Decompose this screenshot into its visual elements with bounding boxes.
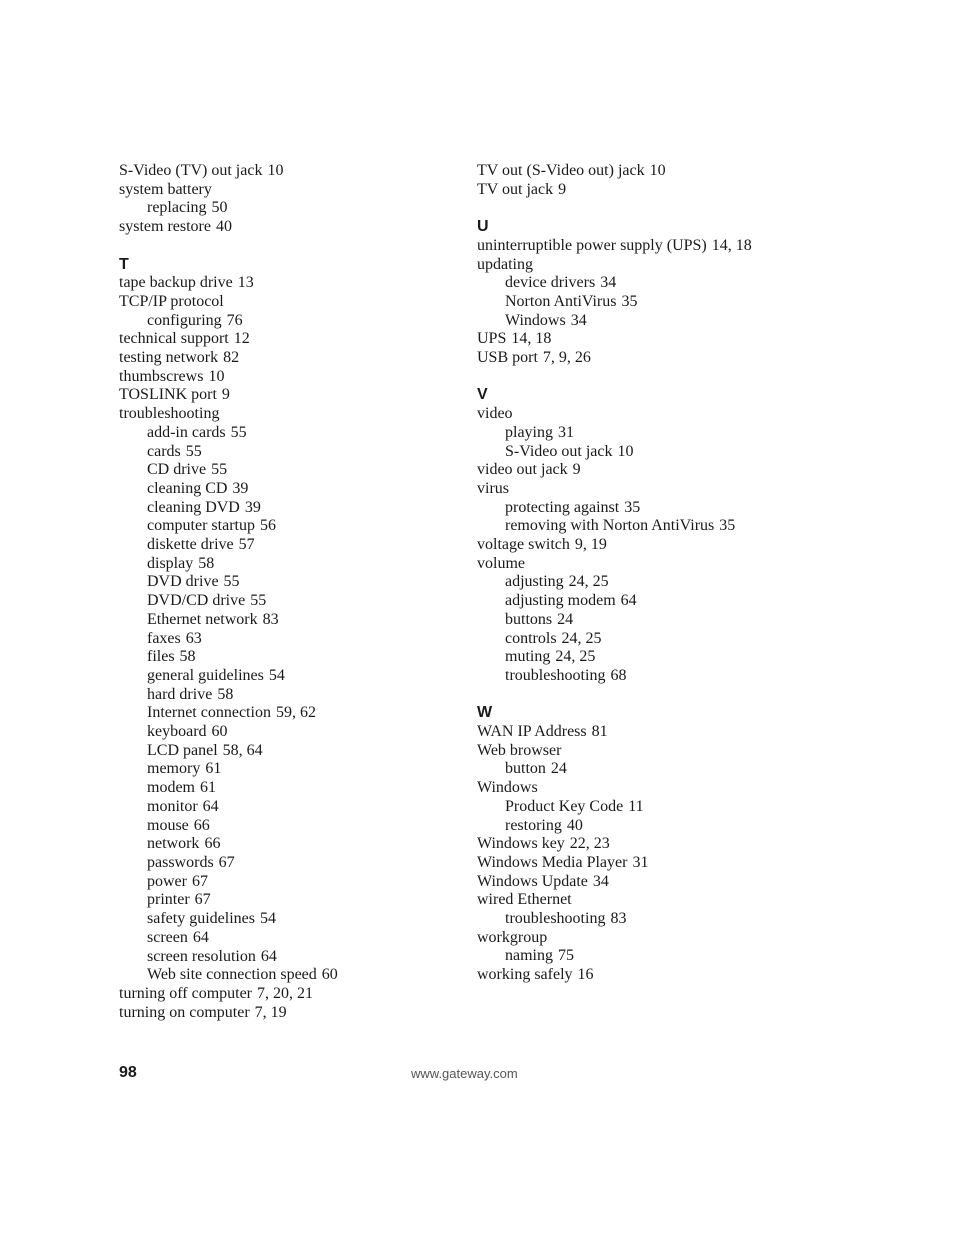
index-letter-heading: U [477, 218, 489, 236]
index-page-ref: 10 [208, 367, 225, 385]
index-term: CD drive [147, 461, 207, 479]
index-term: turning off computer [119, 984, 253, 1002]
index-subentry [477, 274, 897, 293]
index-entry [477, 873, 897, 892]
index-subentry [477, 293, 897, 312]
index-term: WAN IP Address [477, 723, 587, 741]
index-entry [477, 162, 897, 181]
index-page-ref: 60 [321, 966, 338, 984]
index-page-ref: 40 [566, 816, 583, 834]
index-term: screen resolution [147, 947, 256, 965]
index-term: S-Video out jack [505, 442, 613, 460]
index-page-ref: 50 [211, 199, 228, 217]
index-page-ref: 55 [211, 461, 228, 479]
index-page-ref: 56 [259, 517, 276, 535]
index-subentry [119, 199, 459, 218]
index-column-right [477, 162, 897, 985]
index-page-ref: 76 [226, 311, 243, 329]
index-entry [119, 181, 459, 200]
index-subentry [119, 966, 459, 985]
index-page-ref: 61 [205, 760, 222, 778]
index-subentry [119, 817, 459, 836]
index-page-ref: 61 [200, 779, 216, 797]
index-term: video out jack [477, 461, 568, 479]
index-subentry [119, 910, 459, 929]
index-term: S-Video (TV) out jack [119, 162, 263, 179]
index-subentry [119, 630, 459, 649]
index-entry [477, 461, 897, 480]
index-letter-heading: W [477, 704, 493, 722]
index-term: modem [147, 779, 195, 797]
index-term: protecting against [505, 498, 620, 516]
index-term: LCD panel [147, 741, 218, 759]
index-subentry [119, 929, 459, 948]
index-subentry [477, 798, 897, 817]
index-term: adjusting [505, 573, 564, 591]
index-term: tape backup drive [119, 274, 233, 292]
index-subentry [477, 760, 897, 779]
index-page-ref: 67 [191, 872, 208, 890]
index-term: Windows Update [477, 872, 588, 890]
index-subentry [119, 891, 459, 910]
index-entry [477, 891, 897, 910]
index-term: muting [505, 648, 551, 666]
index-entry [477, 723, 897, 742]
index-term: TV out (S-Video out) jack [477, 162, 645, 179]
index-entry [477, 405, 897, 424]
index-entry [477, 330, 897, 349]
index-subentry [119, 443, 459, 462]
index-term: Internet connection [147, 704, 271, 722]
index-entry [477, 854, 897, 873]
index-page-ref: 55 [230, 423, 247, 441]
index-entry [477, 349, 897, 368]
index-term: TCP/IP protocol [119, 292, 224, 310]
index-term: network [147, 835, 200, 853]
index-subentry [477, 630, 897, 649]
index-term: UPS [477, 330, 507, 348]
index-entry [119, 368, 459, 387]
index-term: testing network [119, 349, 219, 367]
index-subentry [477, 443, 897, 462]
index-page-ref: 54 [268, 666, 285, 684]
index-entry [119, 330, 459, 349]
index-term: cards [147, 442, 181, 460]
index-page-ref: 54 [259, 910, 276, 928]
index-term: device drivers [505, 274, 596, 292]
index-subentry [119, 779, 459, 798]
index-subentry [119, 424, 459, 443]
index-entry [477, 555, 897, 574]
index-subentry [119, 499, 459, 518]
index-subentry [119, 555, 459, 574]
index-term: Ethernet network [147, 610, 258, 628]
index-page-ref: 64 [260, 947, 277, 965]
index-page-ref: 67 [218, 854, 235, 871]
index-page-ref: 40 [215, 218, 232, 236]
index-subentry [477, 648, 897, 667]
index-term: playing [505, 423, 553, 441]
index-term: USB port [477, 349, 538, 367]
index-term: controls [505, 629, 557, 647]
index-term: faxes [147, 629, 181, 647]
index-entry [477, 779, 897, 798]
index-term: technical support [119, 330, 229, 348]
index-page-ref: 60 [211, 723, 228, 741]
index-page-ref: 83 [262, 610, 279, 628]
index-page-ref: 9 [572, 461, 581, 479]
index-subentry [477, 667, 897, 686]
index-term: passwords [147, 854, 214, 871]
index-page-ref: 34 [600, 274, 617, 292]
index-term: Windows [505, 311, 566, 329]
index-page-ref: 35 [719, 517, 736, 535]
index-subentry [477, 424, 897, 443]
index-term: printer [147, 891, 190, 909]
index-entry [119, 1004, 459, 1023]
index-page-ref: 14, 18 [511, 330, 552, 348]
index-term: naming [505, 947, 553, 965]
index-term: adjusting modem [505, 592, 616, 610]
index-page-ref: 55 [185, 442, 202, 460]
index-term: screen [147, 928, 188, 946]
index-term: memory [147, 760, 201, 778]
index-term: virus [477, 479, 509, 497]
index-term: configuring [147, 311, 222, 329]
index-entry [477, 480, 897, 499]
index-term: hard drive [147, 685, 213, 703]
index-column-left [119, 162, 459, 1022]
index-entry [119, 405, 459, 424]
index-term: general guidelines [147, 666, 264, 684]
index-term: computer startup [147, 517, 255, 535]
index-entry [477, 237, 897, 256]
index-term: system battery [119, 180, 212, 198]
index-term: keyboard [147, 723, 207, 741]
index-subentry [477, 592, 897, 611]
index-term: monitor [147, 797, 198, 815]
index-term: power [147, 872, 187, 890]
index-term: wired Ethernet [477, 891, 572, 909]
index-term: removing with Norton AntiVirus [505, 517, 715, 535]
index-page-ref: 24, 25 [568, 573, 609, 591]
index-page-ref: 7, 9, 26 [542, 349, 591, 367]
index-page-ref: 7, 19 [254, 1003, 287, 1021]
index-page-ref: 16 [577, 966, 594, 984]
index-entry [477, 929, 897, 948]
index-page-ref: 10 [267, 162, 284, 179]
index-subentry [119, 461, 459, 480]
index-page-ref: 10 [617, 442, 634, 460]
index-term: troubleshooting [505, 910, 606, 928]
index-subentry [477, 910, 897, 929]
index-term: Windows key [477, 835, 565, 853]
index-page-ref: 59, 62 [275, 704, 316, 722]
index-page-ref: 63 [185, 629, 202, 647]
index-term: working safely [477, 966, 573, 984]
index-term: display [147, 554, 194, 572]
index-page-ref: 81 [591, 723, 608, 741]
index-page-ref: 24 [550, 760, 567, 778]
index-entry [477, 835, 897, 854]
index-subentry [119, 873, 459, 892]
index-term: turning on computer [119, 1003, 250, 1021]
index-subentry [477, 573, 897, 592]
index-term: troubleshooting [119, 405, 220, 423]
index-term: Norton AntiVirus [505, 292, 617, 310]
index-subentry [477, 611, 897, 630]
index-term: safety guidelines [147, 910, 255, 928]
index-entry [477, 742, 897, 761]
index-subentry [119, 948, 459, 967]
index-page-ref: 68 [610, 666, 627, 684]
index-page-ref: 58 [179, 648, 196, 666]
index-page-ref: 39 [244, 498, 261, 516]
index-term: cleaning DVD [147, 498, 240, 516]
index-term: replacing [147, 199, 207, 217]
index-page-ref: 64 [620, 592, 637, 610]
index-term: add-in cards [147, 423, 226, 441]
index-term: voltage switch [477, 536, 570, 554]
index-page-ref: 9 [558, 180, 567, 198]
index-term: troubleshooting [505, 666, 606, 684]
index-subentry [119, 611, 459, 630]
index-subentry [477, 947, 897, 966]
index-page-ref: 66 [193, 816, 210, 834]
index-subentry [119, 760, 459, 779]
index-subentry [119, 312, 459, 331]
index-term: diskette drive [147, 536, 234, 554]
index-subentry [119, 835, 459, 854]
index-page-ref: 9, 19 [574, 536, 607, 554]
index-entry [119, 985, 459, 1004]
index-page-ref: 34 [570, 311, 587, 329]
index-term: updating [477, 255, 533, 273]
index-term: volume [477, 554, 525, 572]
index-entry [119, 274, 459, 293]
footer-url: www.gateway.com [411, 1066, 518, 1081]
index-page-ref: 58 [198, 554, 215, 572]
index-subentry [119, 854, 459, 873]
index-page-ref: 24, 25 [561, 629, 602, 647]
index-subentry [477, 499, 897, 518]
index-page-ref: 39 [232, 479, 249, 497]
index-page-ref: 24, 25 [555, 648, 596, 666]
index-page-ref: 58, 64 [222, 741, 263, 759]
index-term: button [505, 760, 546, 778]
index-page-ref: 67 [194, 891, 211, 909]
index-page-ref: 31 [632, 853, 649, 871]
index-subentry [119, 742, 459, 761]
index-page-ref: 7, 20, 21 [257, 984, 314, 1002]
index-term: DVD/CD drive [147, 592, 246, 610]
index-page-ref: 55 [223, 573, 240, 591]
index-page-ref: 12 [233, 330, 250, 348]
index-entry [477, 536, 897, 555]
index-subentry [119, 517, 459, 536]
index-page-ref: 11 [628, 797, 644, 815]
index-subentry [119, 723, 459, 742]
index-term: TOSLINK port [119, 386, 217, 404]
index-page-ref: 55 [250, 592, 267, 610]
index-term: DVD drive [147, 573, 219, 591]
index-page-ref: 64 [202, 797, 219, 815]
index-term: files [147, 648, 175, 666]
index-page-ref: 13 [237, 274, 254, 292]
index-subentry [119, 592, 459, 611]
index-entry [119, 349, 459, 368]
index-term: TV out jack [477, 180, 554, 198]
page-number: 98 [119, 1064, 137, 1081]
index-subentry [119, 798, 459, 817]
index-subentry [119, 573, 459, 592]
index-term: Windows Media Player [477, 853, 628, 871]
index-entry [119, 386, 459, 405]
index-subentry [119, 648, 459, 667]
index-page-ref: 57 [238, 536, 255, 554]
index-page-ref: 31 [558, 423, 574, 441]
index-page-ref: 35 [621, 292, 638, 310]
index-term: workgroup [477, 928, 548, 946]
index-page-ref: 64 [192, 928, 209, 946]
index-page-ref: 10 [649, 162, 666, 179]
index-term: mouse [147, 816, 189, 834]
index-entry [477, 966, 897, 985]
index-entry [119, 218, 459, 237]
index-subentry [477, 517, 897, 536]
index-subentry [119, 667, 459, 686]
index-page-ref: 35 [624, 498, 641, 516]
index-letter-heading: V [477, 386, 488, 404]
index-subentry [119, 686, 459, 705]
index-page-ref: 83 [610, 910, 627, 928]
index-term: restoring [505, 816, 562, 834]
index-term: uninterruptible power supply (UPS) [477, 236, 707, 254]
index-page-ref: 14, 18 [711, 236, 752, 254]
index-page-ref: 75 [558, 947, 574, 965]
index-page-ref: 9 [221, 386, 230, 404]
index-subentry [119, 480, 459, 499]
index-entry [119, 293, 459, 312]
index-term: buttons [505, 610, 553, 628]
index-term: video [477, 405, 513, 423]
index-term: Product Key Code [505, 797, 624, 815]
index-page-ref: 34 [592, 872, 609, 890]
index-term: Web site connection speed [147, 966, 317, 984]
index-subentry [119, 536, 459, 555]
index-subentry [119, 704, 459, 723]
index-term: cleaning CD [147, 479, 228, 497]
index-entry [477, 256, 897, 275]
index-subentry [477, 312, 897, 331]
index-page-ref: 58 [217, 685, 234, 703]
index-page-ref: 24 [557, 610, 574, 628]
index-term: thumbscrews [119, 367, 204, 385]
index-page-ref: 82 [223, 349, 240, 367]
index-term: Web browser [477, 741, 562, 759]
index-letter-heading: T [119, 255, 129, 273]
index-entry [477, 181, 897, 200]
index-term: system restore [119, 218, 211, 236]
index-term: Windows [477, 779, 538, 797]
index-page-ref: 22, 23 [569, 835, 610, 853]
index-subentry [477, 817, 897, 836]
index-entry [119, 162, 459, 181]
index-page-ref: 66 [204, 835, 221, 853]
